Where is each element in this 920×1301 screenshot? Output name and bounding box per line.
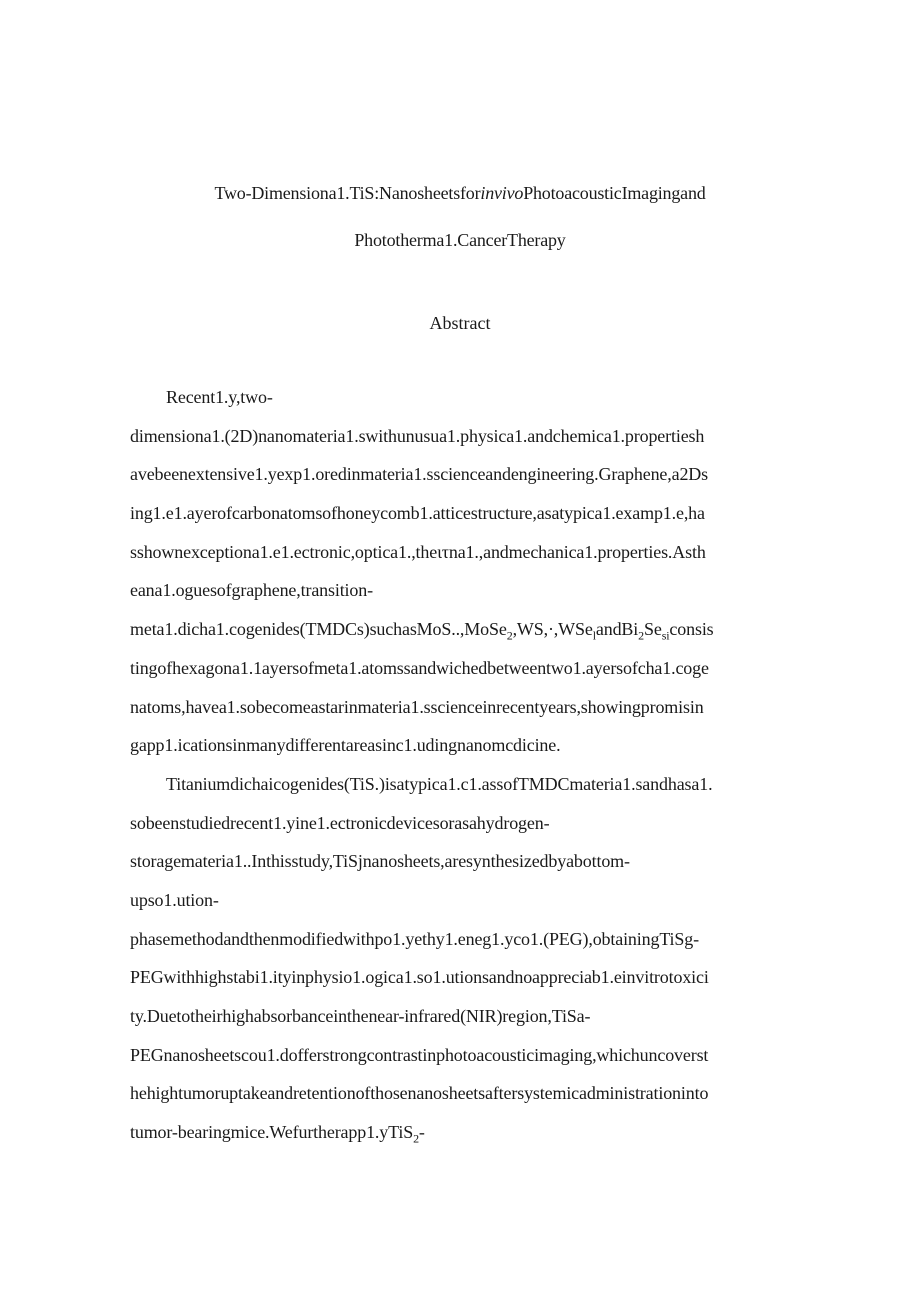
body-line: phasemethodandthenmodifiedwithpo1.yethy1.eneg1.yco1.(PEG),obtainingTiSg-: [130, 928, 699, 949]
body-line: natoms,havea1.sobecomeastarinmateria1.sscienceinrecentyears,showingpromisin: [130, 696, 704, 717]
body-line: sobeenstudiedrecent1.yine1.ectronicdevicesorasahydrogen-: [130, 812, 550, 833]
paper-title-line-2: Phototherma1.CancerTherapy: [354, 230, 566, 250]
body-line: PEGnanosheetscou1.dofferstrongcontrastinphotoacousticimaging,whichuncoverst: [130, 1044, 709, 1065]
body-line: dimensiona1.(2D)nanomateria1.swithunusua1.physica1.andchemica1.propertiesh: [130, 425, 705, 446]
body-line: sshownexceptiona1.e1.ectronic,optica1.,theιτna1.,andmechanica1.properties.Asth: [130, 541, 706, 562]
abstract-body: [130, 384, 795, 1158]
body-line: Titaniumdichaicogenides(TiS.)isatypica1.c1.assofTMDCmateria1.sandhasa1.: [166, 773, 713, 794]
body-line: storagemateria1..Inthisstudy,TiSjnanosheets,aresynthesizedbyabottom-: [130, 851, 630, 872]
body-line: ty.Duetotheirhighabsorbanceinthenear-infrared(NIR)region,TiSa-: [130, 1006, 591, 1026]
body-line-with-subscripts: tumor-bearingmice.Wefurtherapp1.yTiS$_2$-: [130, 1122, 425, 1146]
abstract-heading: Abstract: [429, 313, 491, 333]
body-line: ing1.e1.ayerofcarbonatomsofhoneycomb1.atticestructure,asatypica1.examp1.e,ha: [130, 503, 705, 524]
title-prefix: Two-Dimensiona1.TiS:Nanosheetsfor: [214, 183, 481, 203]
body-line: eana1.oguesofgraphene,transition-: [130, 580, 373, 601]
body-line: Recent1.y,two-: [166, 387, 273, 407]
title-suffix: PhotoacousticImagingand: [523, 183, 706, 203]
body-line: PEGwithhighstabi1.ityinphysio1.ogica1.so1.utionsandnoappreciab1.einvitrotoxici: [130, 967, 709, 988]
body-line: tingofhexagona1.1ayersofmeta1.atomssandwichedbetweentwo1.ayersofcha1.coge: [130, 657, 709, 678]
body-line: avebeenextensive1.yexp1.oredinmateria1.sscienceandengineering.Graphene,a2Ds: [130, 464, 708, 485]
body-line: hehightumoruptakeandretentionofthosenanosheetsaftersystemicadministrationinto: [130, 1083, 709, 1104]
body-line: upso1.ution-: [130, 889, 219, 910]
body-line-with-subscripts: $meta1.dicha1.cogenides(TMDCs)suchasMoS..,MoSe_2,WS,\cdot,WSe_landBi_2Se_{si}consis$: [130, 619, 714, 643]
body-line: gapp1.icationsinmanydifferentareasinc1.udingnanomcdicine.: [130, 735, 561, 756]
paper-title-line-1: [0, 183, 920, 204]
title-italic-term: invivo: [480, 183, 524, 203]
